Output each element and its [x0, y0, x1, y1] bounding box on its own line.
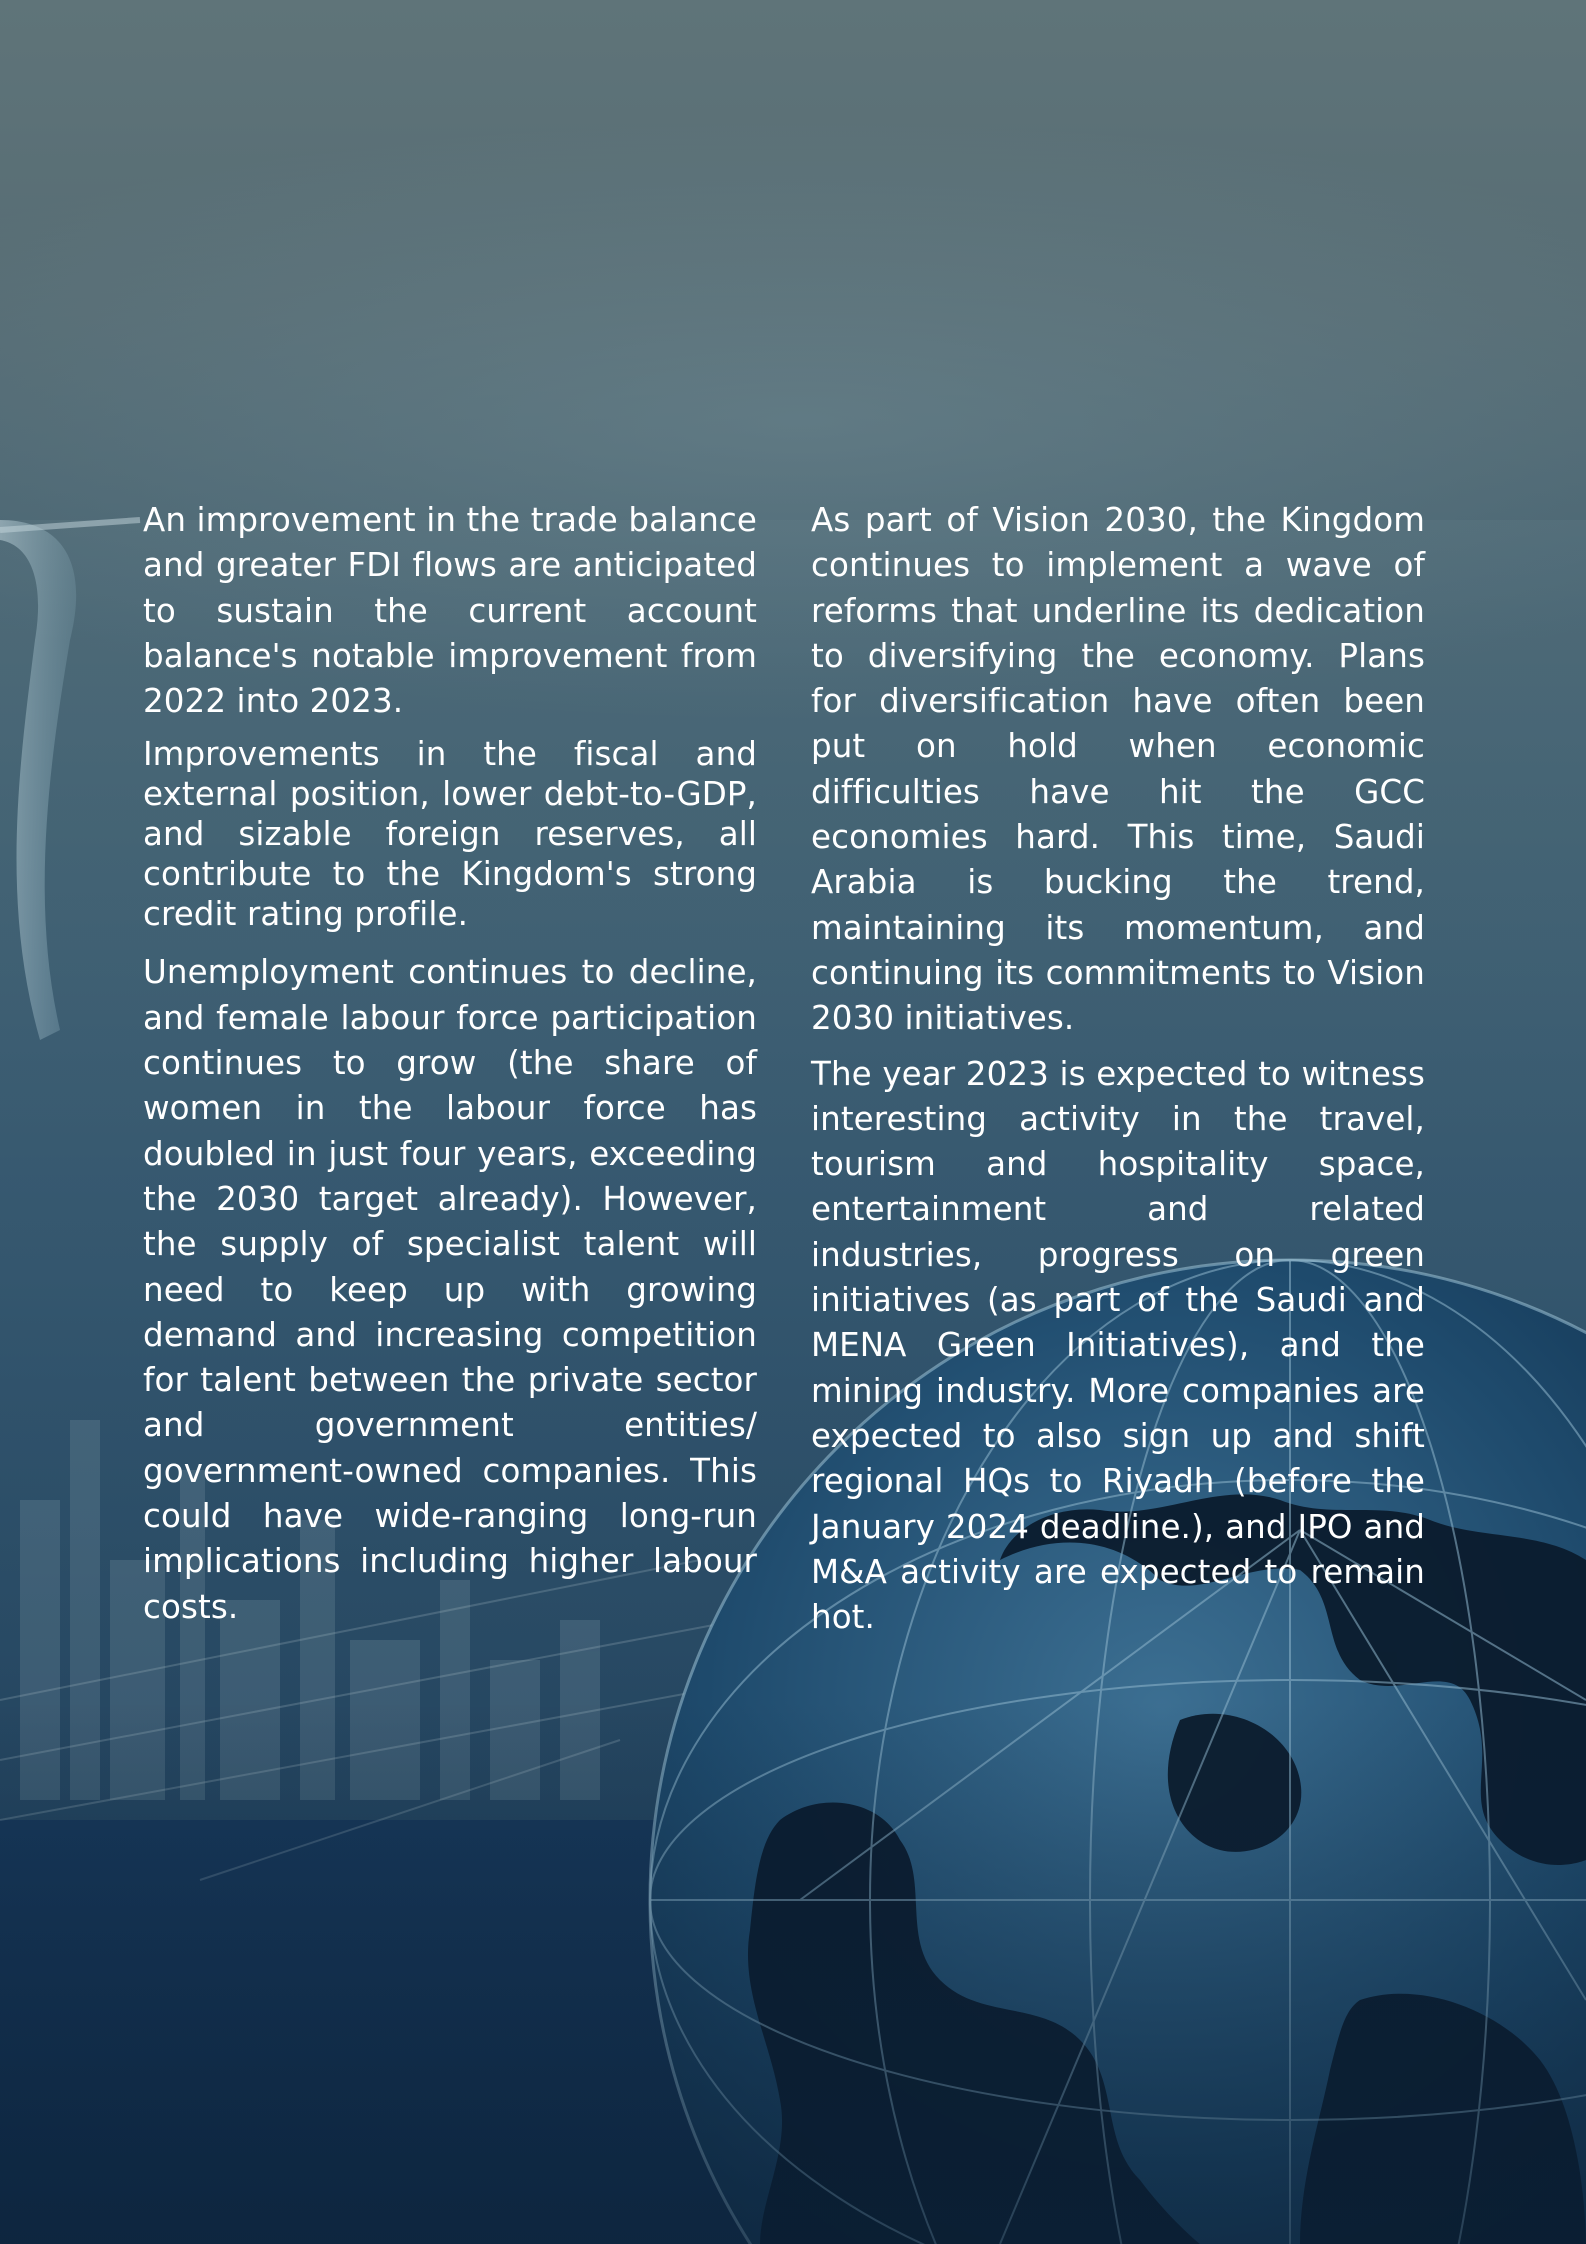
left-text-column	[143, 498, 757, 1640]
paragraph-trade-balance: An improvement in the trade balance and greater FDI flows are anticipated to sustain the current account balance's notable improvement from 2022 into 2023.	[143, 501, 757, 721]
paragraph-fiscal-position: Improvements in the fiscal and external position, lower debt-to-GDP, and sizable foreign reserves, all contribute to the Kingdom's strong credit rating profile.	[143, 735, 757, 934]
paragraph-year-2023-outlook: The year 2023 is expected to witness interesting activity in the travel, tourism and hospitality space, entertainment and related industries, progress on green initiatives (as part of the Saudi and MENA Green Initiatives), and the mining industry. More companies are expected to also sign up and shift regional HQs to Riyadh (before the January 2024 deadline.), and IPO and M&A activity are expected to remain hot.	[811, 1054, 1425, 1637]
right-text-column	[811, 498, 1425, 1650]
paragraph-unemployment: Unemployment continues to decline, and female labour force participation continues to grow (the share of women in the labour force has doubled in just four years, exceeding the 2030 target already). However, the supply of specialist talent will need to keep up with growing demand and increasing competition for talent between the private sector and government entities/ government-owned companies. This could have wide-ranging long-run implications including higher labour costs.	[143, 953, 757, 1626]
paragraph-vision-2030: As part of Vision 2030, the Kingdom continues to implement a wave of reforms that underline its dedication to diversifying the economy. Plans for diversification have often been put on hold when economic difficulties have hit the GCC economies hard. This time, Saudi Arabia is bucking the trend, maintaining its momentum, and continuing its commitments to Vision 2030 initiatives.	[811, 501, 1425, 1038]
